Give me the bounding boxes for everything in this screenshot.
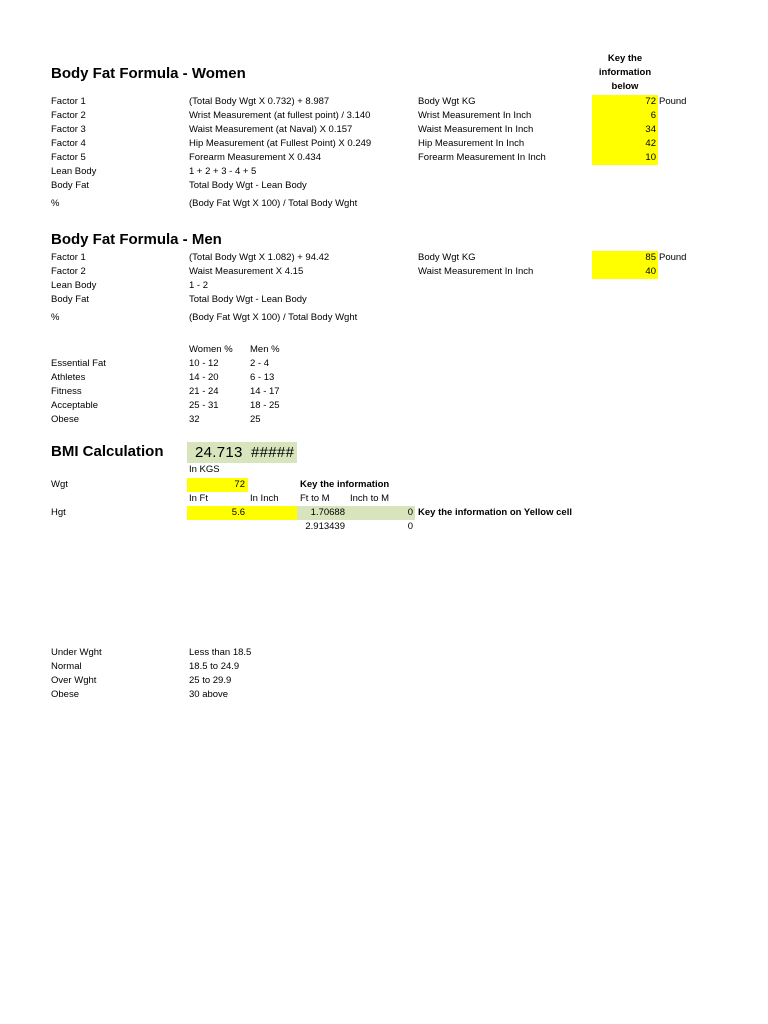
men-row-formula: (Body Fat Wgt X 100) / Total Body Wght	[189, 312, 358, 323]
bmi-category-label: Normal	[51, 661, 82, 672]
range-label: Acceptable	[51, 400, 99, 411]
women-row-label: Body Fat	[51, 180, 90, 191]
men-row-label: Factor 2	[51, 266, 86, 277]
range-men: 6 - 13	[250, 372, 275, 383]
women-row-formula: 1 + 2 + 3 - 4 + 5	[189, 166, 257, 177]
range-label: Obese	[51, 414, 79, 425]
key-header-line-1: Key the	[607, 53, 643, 64]
bmi-inch-to-m: Inch to M	[350, 493, 390, 504]
men-title: Body Fat Formula - Men	[51, 231, 222, 248]
women-input-label: Forearm Measurement In Inch	[418, 152, 546, 163]
bmi-key-yellow: Key the information on Yellow cell	[418, 507, 572, 518]
bmi-ft-to-m-value: 1.70688	[310, 507, 345, 518]
range-men: 25	[250, 414, 261, 425]
ranges-header-men: Men %	[250, 344, 280, 355]
range-label: Essential Fat	[51, 358, 106, 369]
bmi-category-label: Obese	[51, 689, 79, 700]
bmi-category-label: Under Wght	[51, 647, 102, 658]
range-women: 32	[189, 414, 200, 425]
range-men: 18 - 25	[250, 400, 280, 411]
women-row-label: Factor 5	[51, 152, 86, 163]
bmi-key-info: Key the information	[300, 479, 390, 490]
men-input-label: Body Wgt KG	[418, 252, 476, 263]
women-row-formula: Waist Measurement (at Naval) X 0.157	[189, 124, 353, 135]
bmi-hgt-ft[interactable]: 5.6	[231, 507, 245, 518]
bmi-category-range: 18.5 to 24.9	[189, 661, 240, 672]
bmi-wgt-label: Wgt	[51, 479, 68, 490]
ranges-header-women: Women %	[189, 344, 233, 355]
men-input-value[interactable]: 40	[645, 266, 656, 277]
bmi-category-range: Less than 18.5	[189, 647, 252, 658]
bmi-category-range: 25 to 29.9	[189, 675, 232, 686]
bmi-overflow: #####	[251, 444, 295, 461]
bmi-in-inch: In Inch	[250, 493, 279, 504]
men-row-formula: (Total Body Wgt X 1.082) + 94.42	[189, 252, 330, 263]
women-input-label: Hip Measurement In Inch	[418, 138, 525, 149]
men-row-label: Lean Body	[51, 280, 97, 291]
women-row-label: Factor 2	[51, 110, 86, 121]
women-input-unit: Pound	[659, 96, 687, 107]
men-row-formula: Waist Measurement X 4.15	[189, 266, 304, 277]
women-row-label: Lean Body	[51, 166, 97, 177]
range-men: 2 - 4	[250, 358, 270, 369]
bmi-wgt-value[interactable]: 72	[234, 479, 245, 490]
women-row-label: %	[51, 198, 60, 209]
women-row-label: Factor 4	[51, 138, 86, 149]
men-row-label: %	[51, 312, 60, 323]
bmi-in-ft: In Ft	[189, 493, 209, 504]
women-input-value[interactable]: 6	[650, 110, 656, 121]
women-row-label: Factor 1	[51, 96, 86, 107]
women-input-value[interactable]: 42	[645, 138, 656, 149]
range-women: 10 - 12	[189, 358, 219, 369]
range-women: 14 - 20	[189, 372, 219, 383]
range-label: Fitness	[51, 386, 82, 397]
range-women: 25 - 31	[189, 400, 219, 411]
bmi-category-range: 30 above	[189, 689, 229, 700]
men-row-label: Body Fat	[51, 294, 90, 305]
women-title: Body Fat Formula - Women	[51, 65, 246, 82]
bmi-title: BMI Calculation	[51, 443, 164, 460]
women-input-label: Body Wgt KG	[418, 96, 476, 107]
women-row-formula: (Body Fat Wgt X 100) / Total Body Wght	[189, 198, 358, 209]
women-row-label: Factor 3	[51, 124, 86, 135]
bmi-category-label: Over Wght	[51, 675, 97, 686]
women-row-formula: Forearm Measurement X 0.434	[189, 152, 322, 163]
key-header-line-2: information	[598, 67, 652, 78]
men-row-label: Factor 1	[51, 252, 86, 263]
men-input-unit: Pound	[659, 252, 687, 263]
men-input-label: Waist Measurement In Inch	[418, 266, 534, 277]
women-input-label: Waist Measurement In Inch	[418, 124, 534, 135]
range-women: 21 - 24	[189, 386, 219, 397]
women-input-label: Wrist Measurement In Inch	[418, 110, 532, 121]
bmi-in-kgs: In KGS	[189, 464, 220, 475]
men-input-value[interactable]: 85	[645, 252, 656, 263]
bmi-hgt-label: Hgt	[51, 507, 66, 518]
women-row-formula: Total Body Wgt - Lean Body	[189, 180, 307, 191]
bmi-extra-zero: 0	[407, 521, 413, 532]
women-input-value[interactable]: 72	[645, 96, 656, 107]
men-row-formula: Total Body Wgt - Lean Body	[189, 294, 307, 305]
bmi-extra-value: 2.913439	[305, 521, 345, 532]
bmi-ft-to-m: Ft to M	[300, 493, 330, 504]
women-input-value[interactable]: 10	[645, 152, 656, 163]
range-label: Athletes	[51, 372, 86, 383]
women-row-formula: (Total Body Wgt X 0.732) + 8.987	[189, 96, 330, 107]
women-input-value[interactable]: 34	[645, 124, 656, 135]
women-row-formula: Hip Measurement (at Fullest Point) X 0.249	[189, 138, 372, 149]
bmi-inch-to-m-value: 0	[407, 507, 413, 518]
range-men: 14 - 17	[250, 386, 280, 397]
men-row-formula: 1 - 2	[189, 280, 209, 291]
key-header-line-3: below	[611, 81, 639, 92]
women-row-formula: Wrist Measurement (at fullest point) / 3.140	[189, 110, 371, 121]
bmi-result: 24.713	[195, 444, 243, 461]
